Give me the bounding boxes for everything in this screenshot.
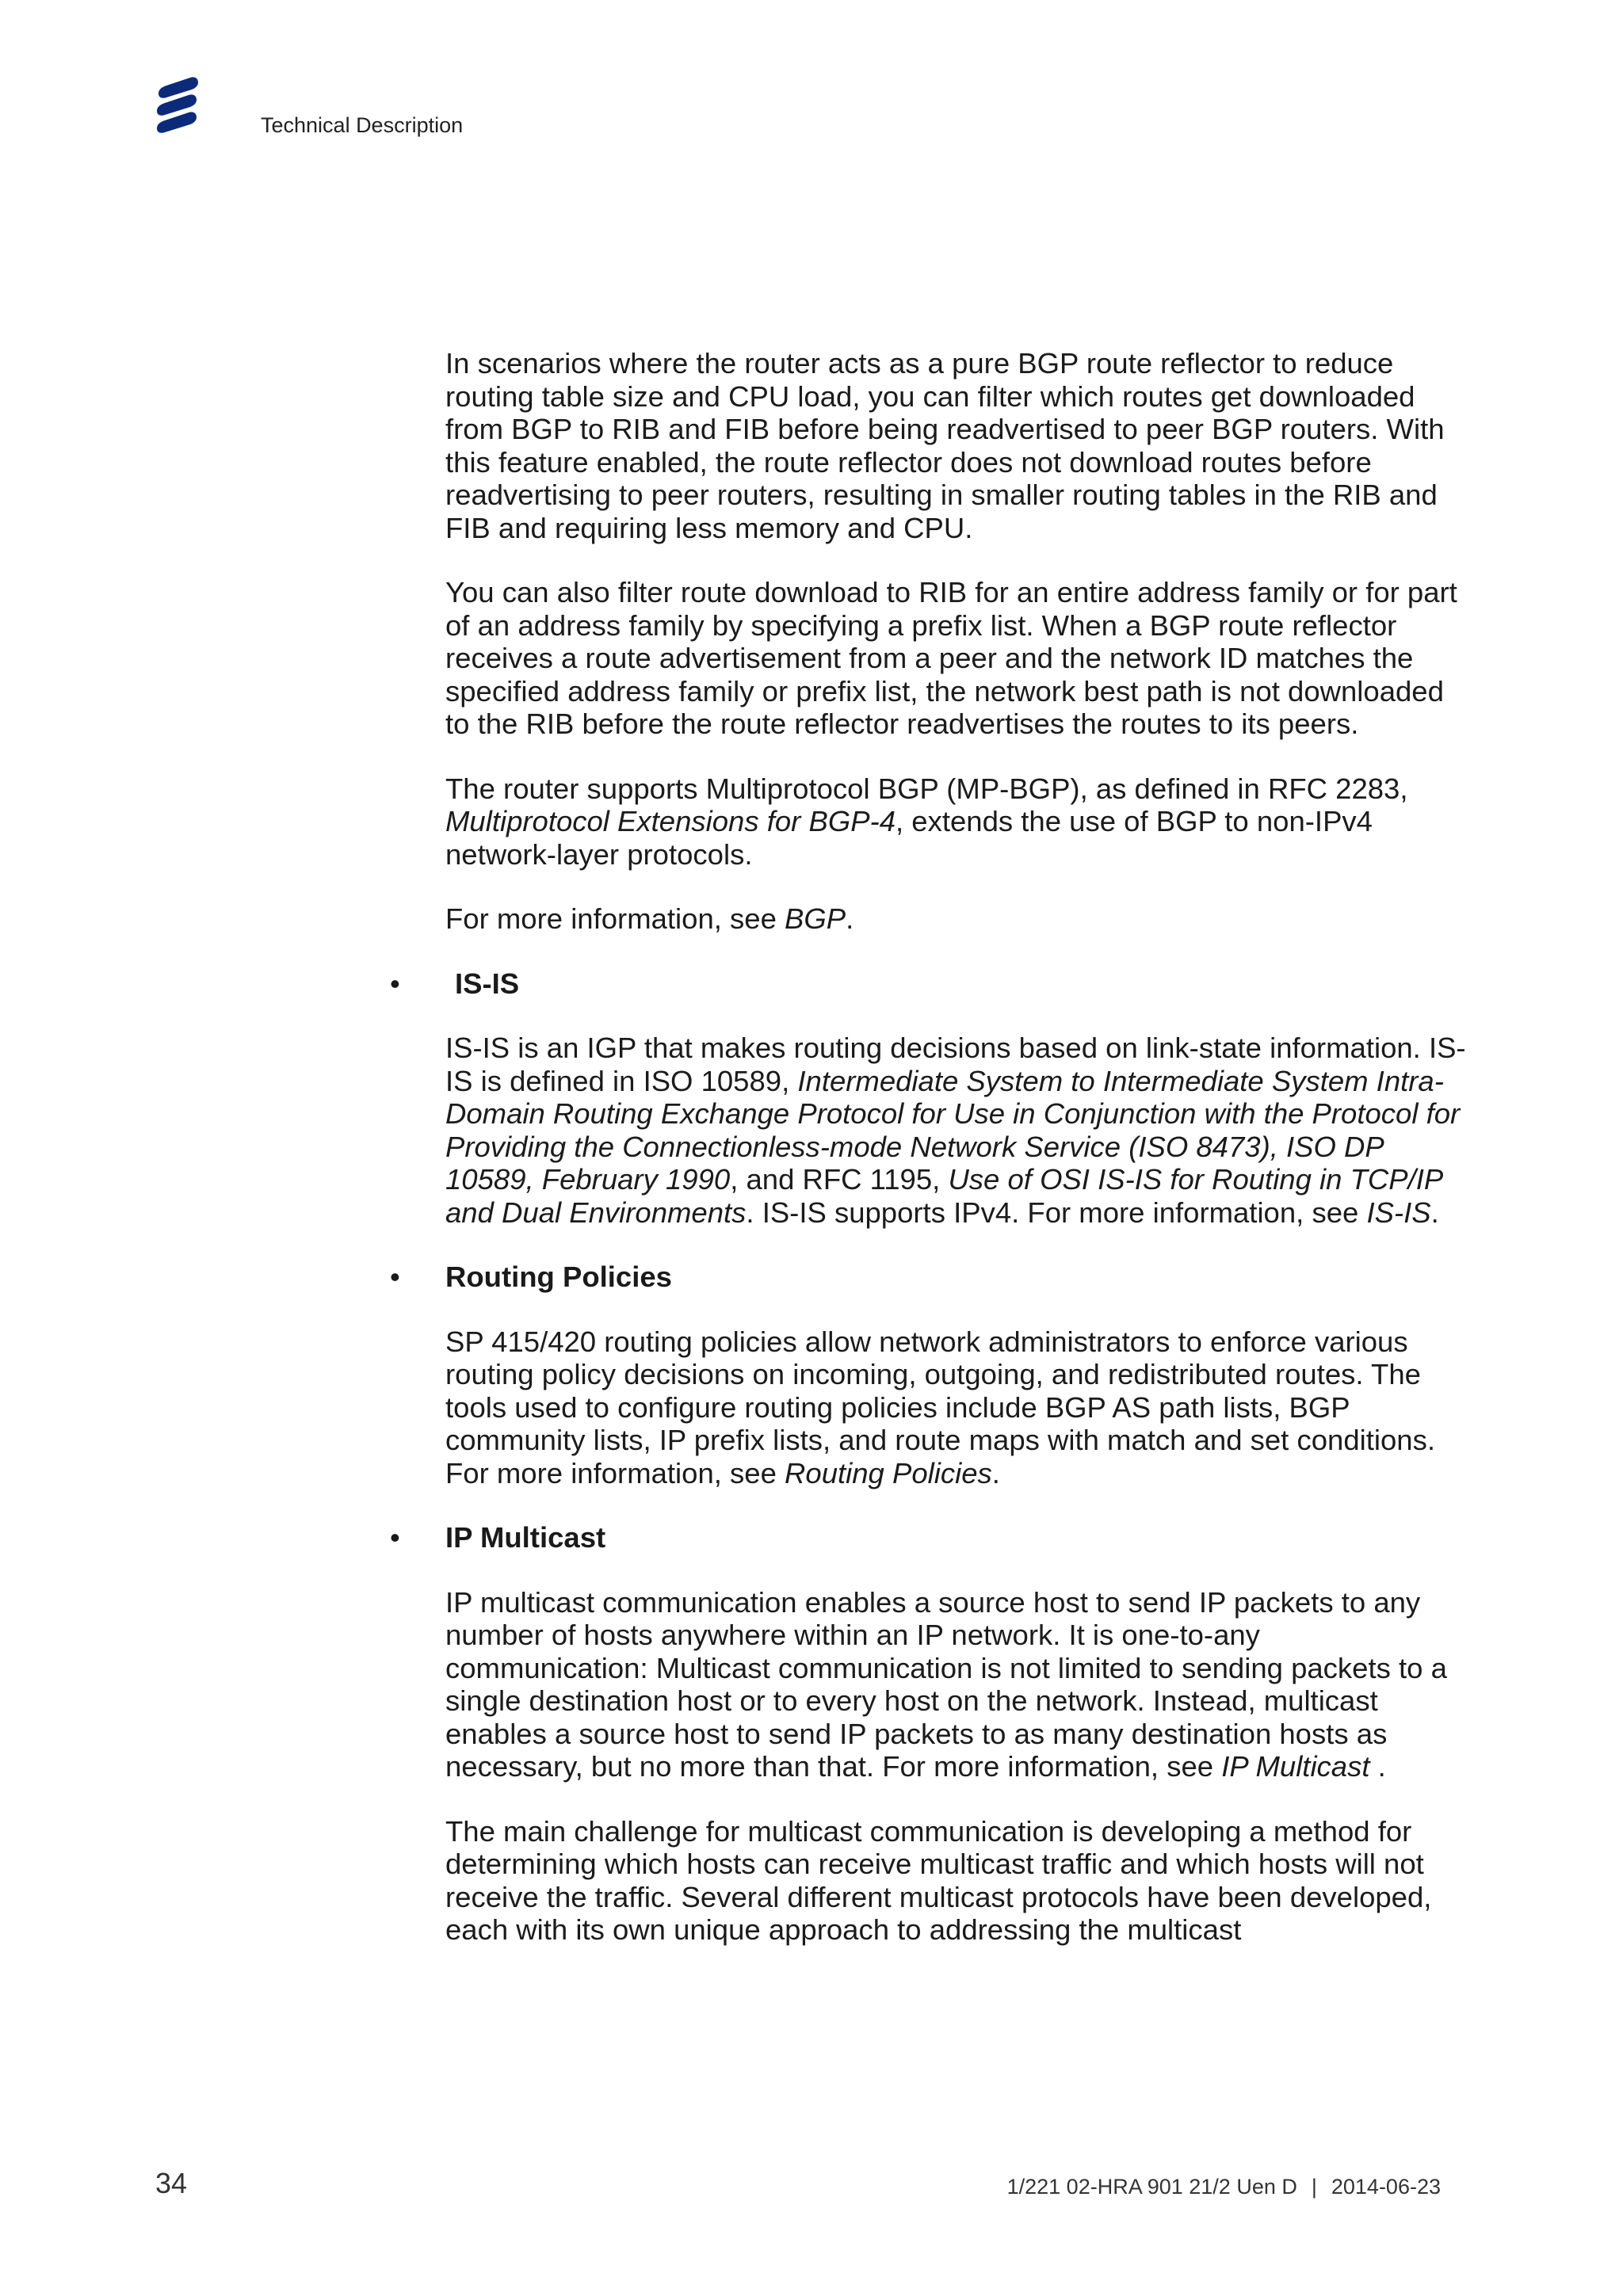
bullet-heading-routing-policies: [390, 1261, 1468, 1294]
paragraph-routing-policies: [445, 1325, 1468, 1490]
bullet-heading-isis: [390, 967, 1468, 1001]
document-body: [390, 347, 1468, 1978]
heading-isis: IS-IS: [455, 967, 520, 1000]
text: , and RFC 1195,: [730, 1163, 949, 1196]
document-date: 2014-06-23: [1331, 2175, 1441, 2199]
rfc-title: Multiprotocol Extensions for BGP-4: [445, 805, 896, 837]
footer-separator: |: [1311, 2175, 1317, 2199]
bullet-heading-ip-multicast: [390, 1521, 1468, 1554]
paragraph-bgp-reference: [445, 902, 1468, 936]
text: , extends the use of BGP to non-IPv4 network-layer protocols.: [445, 805, 1373, 871]
document-number: 1/221 02-HRA 901 21/2 Uen D: [1006, 2175, 1297, 2199]
text: .: [1369, 1750, 1386, 1783]
text: IS-IS is an IGP that makes routing decisions based on link-state information. IS-IS is defined in ISO 10589,: [445, 1032, 1466, 1097]
bullet-icon: •: [390, 1521, 400, 1554]
footer-document-reference: [1007, 2175, 1441, 2199]
company-logo: [155, 76, 200, 136]
text: .: [846, 902, 854, 935]
heading-ip-multicast: IP Multicast: [445, 1521, 606, 1554]
paragraph-multicast-challenge: The main challenge for multicast communication is developing a method for determining which hosts can receive multicast traffic and which hosts will not receive the traffic. Several different multicast protocols have been developed, each with its own unique approach to addressing the multicast: [445, 1814, 1432, 1946]
document-header-title: Technical Description: [261, 113, 464, 137]
routing-policies-link[interactable]: Routing Policies: [785, 1456, 992, 1489]
text: IP multicast communication enables a source host to send IP packets to any number of hosts anywhere within an IP network. It is one-to-any communication: Multicast communication is not limited to sending packets to a single destination host or to every host on the network. Instead, multicast enables a source host to send IP packets to as many destination hosts as necessary, but no more than that. For more information, see: [445, 1585, 1447, 1783]
bgp-link[interactable]: BGP: [785, 902, 846, 935]
text: SP 415/420 routing policies allow network administrators to enforce various routing policy decisions on incoming, outgoing, and redistributed routes. The tools used to configure routing policies include BGP AS path lists, BGP community lists, IP prefix lists, and route maps with match and set conditions. For more information, see: [445, 1325, 1435, 1489]
bullet-icon: •: [390, 1261, 400, 1293]
text: The router supports Multiprotocol BGP (MP-BGP), as defined in RFC 2283,: [445, 772, 1408, 805]
heading-routing-policies: Routing Policies: [445, 1261, 672, 1293]
paragraph-route-download-filter: You can also filter route download to RIB for an entire address family or for part of an address family by specifying a prefix list. When a BGP route reflector receives a route advertisement from a peer and the network ID matches the specified address family or prefix list, the network best path is not downloaded to the RIB before the route reflector readvertises the routes to its peers.: [445, 576, 1457, 740]
bullet-icon: •: [390, 967, 400, 1000]
isis-link[interactable]: IS-IS: [1366, 1196, 1431, 1229]
rfc-title: Use of OSI IS-IS for Routing in TCP/IP and Dual Environments: [445, 1163, 1442, 1229]
paragraph-mp-bgp: [445, 772, 1468, 871]
text: . IS-IS supports IPv4. For more information, see: [746, 1196, 1367, 1229]
page-number: 34: [155, 2167, 188, 2199]
paragraph-route-reflector: In scenarios where the router acts as a pure BGP route reflector to reduce routing table size and CPU load, you can filter which routes get downloaded from BGP to RIB and FIB before being readvertised to peer BGP routers. With this feature enabled, the route reflector does not download routes before readvertising to peer routers, resulting in smaller routing tables in the RIB and FIB and requiring less memory and CPU.: [445, 347, 1445, 544]
paragraph-isis: [445, 1032, 1468, 1229]
paragraph-ip-multicast: [445, 1586, 1468, 1783]
ip-multicast-link[interactable]: IP Multicast: [1221, 1750, 1370, 1783]
text: For more information, see: [445, 902, 785, 935]
iso-title: Intermediate System to Intermediate System Intra-Domain Routing Exchange Protocol for Use in Conjunction with the Protocol for Providing the Connectionless-mode Network Service (ISO 8473), ISO DP 10589, February 1990: [445, 1064, 1461, 1196]
text: .: [1430, 1196, 1439, 1229]
text: .: [991, 1456, 1000, 1489]
